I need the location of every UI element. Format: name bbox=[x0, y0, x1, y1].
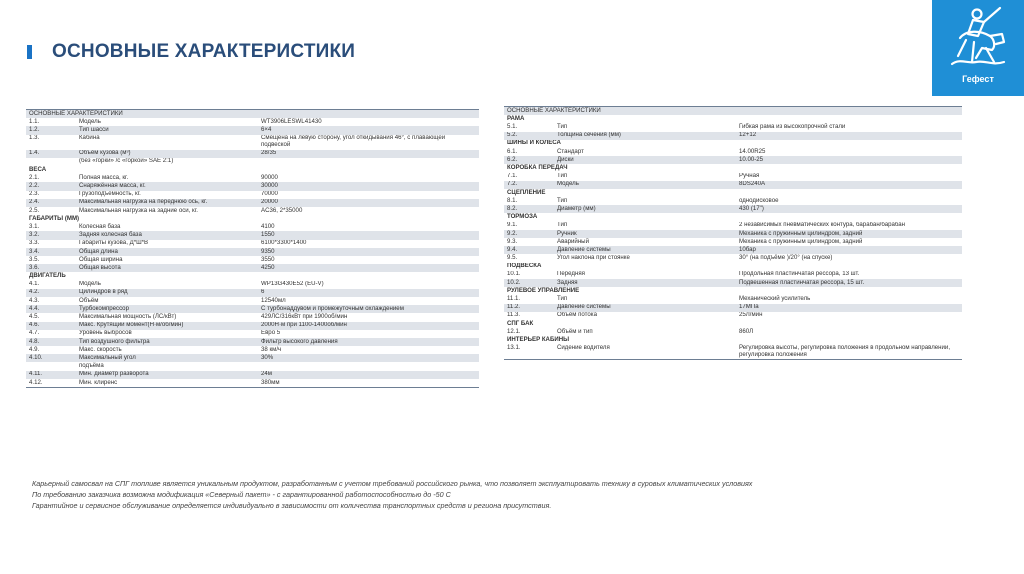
spec-value: 90000 bbox=[261, 174, 278, 181]
spec-number: 2.3. bbox=[29, 190, 40, 198]
spec-number: 4.11. bbox=[26, 371, 76, 379]
spec-number: 5.2. bbox=[504, 132, 554, 140]
spec-number: 3.3. bbox=[29, 239, 40, 247]
spec-name: Тип шасси bbox=[76, 126, 258, 134]
spec-name: Максимальная нагрузка на задние оси, кг. bbox=[79, 206, 198, 214]
spec-name: Модель bbox=[79, 118, 101, 125]
spec-row bbox=[26, 174, 479, 182]
spec-row bbox=[26, 248, 479, 256]
spec-value: 2 независимых пневматических контура, барабан/барабан bbox=[739, 221, 905, 229]
spec-value: 429ЛС/316кВт при 1900об/мин bbox=[261, 313, 348, 320]
section-label: ДВИГАТЕЛЬ bbox=[26, 272, 479, 280]
spec-number: 3.1. bbox=[29, 223, 40, 230]
table-header-row bbox=[504, 107, 962, 116]
knight-emblem-icon bbox=[946, 4, 1010, 70]
spec-name: Уровень выбросов bbox=[79, 329, 132, 337]
footer-note-1: Карьерный самосвал на СПГ топливе является уникальным продуктом, разработанным с учетом требований российского рынка, что позволяет эксплуатировать технику в суровых климатических условиях bbox=[32, 479, 753, 488]
spec-name: Грузоподъемность, кг. bbox=[79, 190, 141, 198]
spec-name: Макс. Крутящий момент(Н·м/об/мин) bbox=[76, 322, 258, 330]
spec-row bbox=[26, 330, 479, 338]
spec-row bbox=[26, 305, 479, 313]
spec-row bbox=[504, 222, 962, 230]
spec-name: Макс. скорость bbox=[79, 346, 122, 353]
spec-row bbox=[26, 362, 479, 370]
spec-number: 11.1. bbox=[507, 295, 521, 302]
spec-value: 10бар bbox=[736, 246, 962, 254]
spec-name: Аварийный bbox=[557, 238, 589, 245]
spec-value: 20000 bbox=[258, 199, 479, 207]
spec-value: WT3906LESWL41430 bbox=[261, 118, 322, 125]
spec-value: WP13G430E52 (EU-V) bbox=[261, 280, 324, 288]
section-label: ГАБАРИТЫ (ММ) bbox=[26, 215, 479, 223]
spec-row bbox=[26, 191, 479, 199]
spec-name: Тип bbox=[557, 123, 568, 131]
spec-name: (без «горки» /с «горкой» SAE 2:1) bbox=[79, 157, 174, 165]
spec-value: Фильтр высокого давления bbox=[258, 338, 479, 346]
spec-number bbox=[26, 158, 76, 166]
section-row bbox=[504, 115, 962, 123]
section-label: РУЛЕВОЕ УПРАВЛЕНИЕ bbox=[504, 287, 962, 295]
spec-row bbox=[504, 246, 962, 254]
section-label: ШИНЫ И КОЛЁСА bbox=[504, 140, 962, 148]
spec-name: Тип bbox=[557, 295, 568, 302]
spec-number: 3.5. bbox=[29, 256, 40, 263]
spec-name: Снаряжённая масса, кг. bbox=[76, 182, 258, 190]
spec-row bbox=[26, 135, 479, 150]
spec-value: Механика с пружинным цилиндром, задний bbox=[736, 230, 962, 238]
spec-name: Общая ширина bbox=[79, 256, 123, 263]
spec-row bbox=[26, 231, 479, 239]
spec-row bbox=[504, 230, 962, 238]
spec-name: Задняя колесная база bbox=[76, 231, 258, 239]
spec-name: Мин. диаметр разворота bbox=[76, 371, 258, 379]
spec-row bbox=[504, 123, 962, 131]
spec-number: 4.10. bbox=[26, 354, 76, 362]
spec-value: 30000 bbox=[258, 182, 479, 190]
spec-number: 4.3. bbox=[29, 296, 40, 304]
spec-number: 8.2. bbox=[504, 205, 554, 213]
spec-value: 6 bbox=[258, 289, 479, 297]
spec-name: Цилиндров в ряд bbox=[76, 289, 258, 297]
spec-value: 3550 bbox=[261, 256, 275, 263]
spec-number: 4.2. bbox=[26, 289, 76, 297]
spec-number: 9.3. bbox=[507, 238, 518, 245]
spec-name: Давление системы bbox=[554, 246, 736, 254]
spec-name: Общая длина bbox=[76, 248, 258, 256]
spec-row bbox=[504, 148, 962, 156]
spec-value: 10.00-25 bbox=[736, 156, 962, 164]
section-row bbox=[504, 336, 962, 344]
spec-number: 2.5. bbox=[29, 206, 40, 214]
spec-name: Тип bbox=[557, 172, 568, 180]
section-label: КОРОБКА ПЕРЕДАЧ bbox=[504, 164, 962, 172]
spec-row bbox=[504, 279, 962, 287]
spec-number: 4.6. bbox=[26, 322, 76, 330]
spec-value: 24м bbox=[258, 371, 479, 379]
spec-row bbox=[26, 256, 479, 264]
section-row bbox=[504, 164, 962, 172]
spec-value: 4100 bbox=[261, 223, 275, 230]
section-label: ИНТЕРЬЕР КАБИНЫ bbox=[504, 336, 962, 344]
section-row bbox=[504, 189, 962, 197]
section-label: ВЕСА bbox=[26, 166, 479, 174]
spec-number: 4.4. bbox=[26, 305, 76, 313]
spec-value: Смещена на левую сторону, угол откидывания 46°, с плавающей подвеской bbox=[261, 134, 446, 149]
spec-value: Гибкая рама из высокопрочной стали bbox=[739, 123, 846, 131]
section-row bbox=[504, 263, 962, 271]
spec-name: Модель bbox=[554, 181, 736, 189]
spec-number: 4.8. bbox=[26, 338, 76, 346]
spec-row bbox=[26, 126, 479, 134]
spec-value: 38 км/ч bbox=[261, 346, 282, 353]
spec-value: 2000Н·м при 1100-1400об/мин bbox=[258, 322, 479, 330]
spec-number: 9.5. bbox=[507, 254, 518, 262]
spec-name: Колесная база bbox=[79, 223, 121, 230]
table-header-label: ОСНОВНЫЕ ХАРАКТЕРИСТИКИ bbox=[26, 110, 479, 119]
spec-number: 9.2. bbox=[504, 230, 554, 238]
spec-row bbox=[504, 156, 962, 164]
table-header-label: ОСНОВНЫЕ ХАРАКТЕРИСТИКИ bbox=[504, 107, 962, 116]
section-row bbox=[504, 287, 962, 295]
spec-row bbox=[26, 118, 479, 126]
section-row bbox=[504, 213, 962, 221]
spec-name: Модель bbox=[79, 280, 101, 288]
spec-number: 7.1. bbox=[507, 172, 518, 180]
spec-name: Объём кузова (м³) bbox=[76, 150, 258, 158]
spec-value: однодисковое bbox=[739, 197, 779, 204]
spec-name: Кабина bbox=[79, 134, 100, 142]
section-row bbox=[504, 320, 962, 328]
spec-value bbox=[258, 362, 479, 370]
spec-name: Полная масса, кг. bbox=[79, 174, 129, 181]
spec-name: Максимальная мощность (ЛС/кВт) bbox=[79, 313, 177, 320]
section-row bbox=[26, 272, 479, 280]
spec-name: Толщина сечения (мм) bbox=[554, 132, 736, 140]
spec-row bbox=[504, 238, 962, 246]
spec-value: AC36, 2*35000 bbox=[261, 206, 303, 214]
section-label: СЦЕПЛЕНИЕ bbox=[504, 189, 962, 197]
spec-value: 8DS240A bbox=[736, 181, 962, 189]
spec-row bbox=[26, 182, 479, 190]
specs-table-right bbox=[504, 106, 962, 360]
spec-value: Продольная пластинчатая рессора, 13 шт. bbox=[739, 270, 860, 278]
spec-number: 1.1. bbox=[29, 118, 40, 125]
footer-note-2: По требованию заказчика возможна модификация «Северный пакет» - с гарантированной работоспособностью до -50 С bbox=[32, 490, 451, 499]
brand-logo bbox=[932, 0, 1024, 96]
spec-value: 14.00R25 bbox=[739, 147, 766, 155]
spec-row bbox=[504, 295, 962, 303]
spec-value: 30% bbox=[258, 354, 479, 362]
spec-value: 1550 bbox=[258, 231, 479, 239]
spec-row bbox=[26, 158, 479, 166]
spec-value: 6100*3300*1400 bbox=[261, 239, 307, 247]
spec-row bbox=[504, 132, 962, 140]
spec-row bbox=[504, 312, 962, 320]
spec-value: Регулировка высоты, регулировка положения в продольном направлении, регулировка положения bbox=[736, 344, 962, 360]
title-block bbox=[27, 40, 355, 64]
spec-row bbox=[26, 264, 479, 272]
spec-name: Максимальный угол bbox=[76, 354, 258, 362]
spec-number: 5.1. bbox=[507, 123, 518, 131]
spec-number: 4.1. bbox=[29, 280, 40, 288]
spec-row bbox=[26, 297, 479, 305]
spec-value: Ручная bbox=[739, 172, 760, 180]
spec-number: 2.4. bbox=[26, 199, 76, 207]
spec-name: Диски bbox=[554, 156, 736, 164]
section-label: СПГ БАК bbox=[504, 320, 962, 328]
spec-number: 9.4. bbox=[504, 246, 554, 254]
section-row bbox=[504, 140, 962, 148]
spec-number: 10.2. bbox=[504, 279, 554, 287]
spec-number: 4.7. bbox=[29, 329, 40, 337]
spec-value: 12+12 bbox=[736, 132, 962, 140]
spec-row bbox=[26, 207, 479, 215]
spec-name: Задняя bbox=[554, 279, 736, 287]
spec-name: подъёма bbox=[79, 362, 104, 370]
spec-row bbox=[26, 313, 479, 321]
spec-name: Угол наклона при стоянке bbox=[557, 254, 630, 262]
spec-row bbox=[26, 371, 479, 379]
spec-row bbox=[504, 197, 962, 205]
spec-value: 30° (на подъёме )/20° (на спуске) bbox=[739, 254, 833, 262]
spec-row bbox=[26, 354, 479, 362]
spec-name: Давление системы bbox=[554, 304, 736, 312]
spec-number: 12.1. bbox=[507, 328, 521, 335]
spec-name: Стандарт bbox=[557, 147, 584, 155]
spec-name: Габариты кузова, Д*Ш*В bbox=[79, 239, 149, 247]
section-label: ТОРМОЗА bbox=[504, 213, 962, 221]
section-row bbox=[26, 166, 479, 174]
spec-number: 1.2. bbox=[26, 126, 76, 134]
spec-number: 1.3. bbox=[29, 134, 40, 142]
spec-number: 9.1. bbox=[507, 221, 518, 229]
spec-name: Объём и тип bbox=[557, 328, 593, 335]
spec-value: 28/35 bbox=[258, 150, 479, 158]
spec-row bbox=[504, 205, 962, 213]
title-marker bbox=[27, 45, 32, 59]
footer-notes bbox=[32, 478, 992, 511]
spec-name: Объём bbox=[79, 296, 99, 304]
spec-row bbox=[504, 254, 962, 262]
spec-name: Мин. клиренс bbox=[76, 379, 258, 388]
specs-table-left bbox=[26, 109, 479, 388]
spec-value: 25Л/мин bbox=[739, 311, 763, 319]
spec-number: 13.1. bbox=[504, 344, 554, 360]
spec-number: 1.4. bbox=[26, 150, 76, 158]
footer-note-3: Гарантийное и сервисное обслуживание определяется индивидуально в зависимости от количества транспортных средств и региона присутствия. bbox=[32, 501, 552, 510]
section-label: РАМА bbox=[504, 115, 962, 123]
spec-number: 7.2. bbox=[504, 181, 554, 189]
spec-name: Общая высота bbox=[76, 264, 258, 272]
logo-text: Гефест bbox=[962, 74, 994, 84]
spec-row bbox=[26, 322, 479, 330]
spec-number bbox=[26, 362, 76, 370]
spec-value: Подвешенная пластинчатая рессора, 15 шт. bbox=[736, 279, 962, 287]
spec-row bbox=[504, 344, 962, 360]
spec-number: 4.5. bbox=[29, 313, 40, 320]
spec-number: 11.2. bbox=[504, 304, 554, 312]
spec-row bbox=[26, 379, 479, 388]
spec-name: Тип bbox=[557, 197, 568, 204]
spec-value: 4250 bbox=[258, 264, 479, 272]
spec-number: 10.1. bbox=[507, 270, 521, 278]
spec-number: 6.2. bbox=[504, 156, 554, 164]
spec-number: 11.3. bbox=[507, 311, 521, 319]
spec-name: Ручник bbox=[554, 230, 736, 238]
spec-value: 12540мл bbox=[261, 296, 286, 304]
spec-name: Тип воздушного фильтра bbox=[76, 338, 258, 346]
page-title: ОСНОВНЫЕ ХАРАКТЕРИСТИКИ bbox=[52, 41, 356, 62]
spec-row bbox=[26, 240, 479, 248]
section-label: ПОДВЕСКА bbox=[504, 263, 962, 271]
spec-value: 9350 bbox=[258, 248, 479, 256]
spec-name: Турбокомпрессор bbox=[76, 305, 258, 313]
spec-row bbox=[26, 223, 479, 231]
section-row bbox=[26, 215, 479, 223]
spec-number: 4.12. bbox=[26, 379, 76, 388]
spec-value: Механический усилитель bbox=[739, 295, 811, 302]
spec-row bbox=[26, 289, 479, 297]
spec-number: 3.4. bbox=[26, 248, 76, 256]
spec-name: Максимальная нагрузка на переднюю ось, кг. bbox=[76, 199, 258, 207]
spec-number: 2.1. bbox=[29, 174, 40, 181]
spec-value: С турбонаддувом и промежуточным охлаждением bbox=[258, 305, 479, 313]
spec-number: 3.2. bbox=[26, 231, 76, 239]
spec-row bbox=[26, 338, 479, 346]
spec-name: Передняя bbox=[557, 270, 585, 278]
spec-name: Тип bbox=[557, 221, 568, 229]
spec-value: 430 (17") bbox=[736, 205, 962, 213]
spec-row bbox=[26, 346, 479, 354]
spec-name: Объём потока bbox=[557, 311, 597, 319]
spec-row bbox=[26, 281, 479, 289]
spec-number: 6.1. bbox=[507, 147, 518, 155]
spec-value: 380мм bbox=[258, 379, 479, 388]
spec-value: Механика с пружинным цилиндром, задний bbox=[739, 238, 863, 245]
spec-row bbox=[504, 173, 962, 181]
spec-row bbox=[504, 181, 962, 189]
spec-value: 17МПа bbox=[736, 304, 962, 312]
spec-number: 4.9. bbox=[29, 346, 40, 353]
spec-name: Сидение водителя bbox=[554, 344, 736, 360]
spec-row bbox=[26, 199, 479, 207]
spec-number: 3.6. bbox=[26, 264, 76, 272]
spec-row bbox=[26, 150, 479, 158]
spec-value: 860Л bbox=[739, 328, 754, 335]
spec-row bbox=[504, 304, 962, 312]
spec-value bbox=[258, 158, 479, 166]
spec-row bbox=[504, 328, 962, 336]
spec-number: 2.2. bbox=[26, 182, 76, 190]
spec-row bbox=[504, 271, 962, 279]
spec-number: 8.1. bbox=[507, 197, 518, 204]
table-header-row bbox=[26, 110, 479, 119]
spec-value: 70000 bbox=[261, 190, 278, 198]
spec-value: Евро 5 bbox=[261, 329, 281, 337]
spec-name: Диаметр (мм) bbox=[554, 205, 736, 213]
spec-value: 6×4 bbox=[258, 126, 479, 134]
